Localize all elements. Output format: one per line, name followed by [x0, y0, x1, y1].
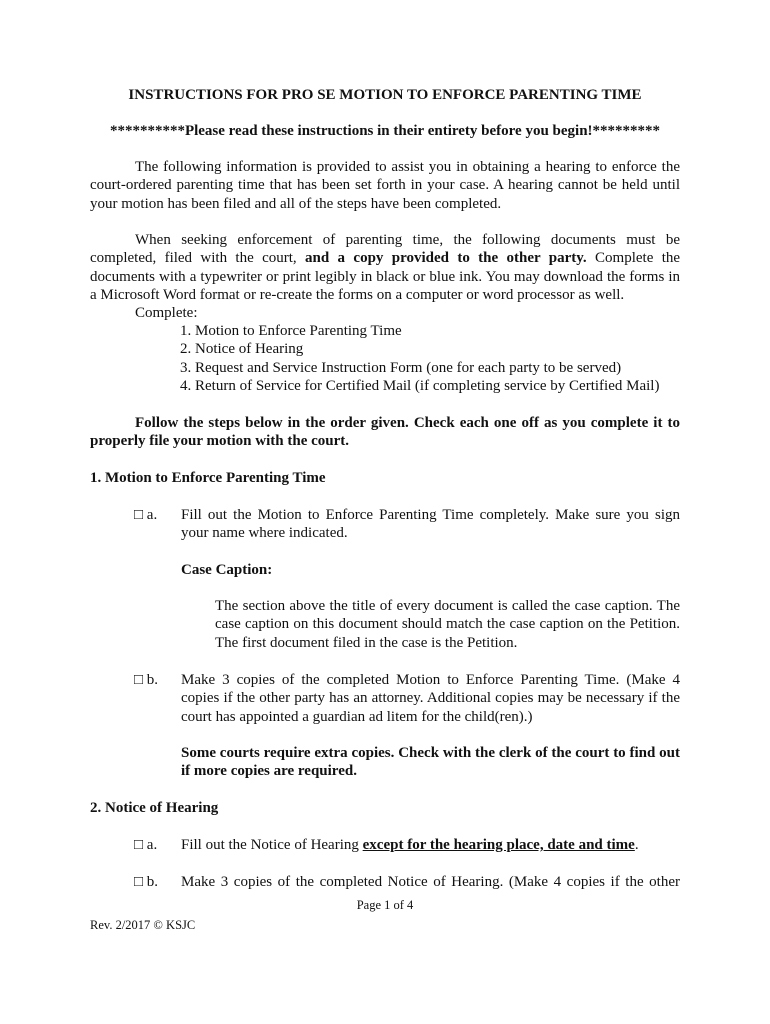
follow-steps-paragraph: Follow the steps below in the order given. Check each one off as you complete it to properly file your motion with the court.: [90, 415, 680, 450]
case-caption-heading: Case Caption:: [181, 562, 273, 578]
item-2b-text: Make 3 copies of the completed Notice of Hearing. (Make 4 copies if the other: [181, 874, 680, 890]
item-1a-text: Fill out the Motion to Enforce Parenting Time completely. Make sure you sign your name where indicated.: [181, 507, 680, 542]
page-number: Page 1 of 4: [356, 898, 414, 912]
list-item: 2. Notice of Hearing: [180, 341, 304, 358]
documents-text-part1: When seeking enforcement of parenting time, the following documents must be completed, filed with the court,: [90, 232, 680, 267]
documents-text-bold: and a copy provided to the other party.: [305, 250, 587, 267]
checkbox-2a[interactable]: □ a.: [134, 837, 158, 853]
extra-copies-note: Some courts require extra copies. Check with the clerk of the court to find out if more copies are required.: [181, 745, 680, 780]
section1-heading: 1. Motion to Enforce Parenting Time: [90, 470, 326, 486]
checkbox-1a[interactable]: □ a.: [134, 507, 158, 523]
case-caption-text: The section above the title of every document is called the case caption. The case caption on this document should match the case caption on the Petition. The first document filed in the case is the Petition.: [215, 598, 680, 651]
list-item: 3. Request and Service Instruction Form (one for each party to be served): [180, 359, 622, 376]
item-2a-emphasis: except for the hearing place, date and time: [362, 837, 635, 853]
item-2a-text: [181, 836, 680, 854]
document-title: INSTRUCTIONS FOR PRO SE MOTION TO ENFORCE PARENTING TIME: [128, 87, 642, 103]
complete-label: Complete:: [135, 305, 198, 321]
documents-list: [180, 322, 659, 396]
documents-text-part2: Complete the documents with a typewriter or print legibly in black or blue ink. You may download the forms in a Microsoft Word format or re-create the forms on a computer or word processor as well.: [90, 250, 681, 304]
list-item: 1. Motion to Enforce Parenting Time: [180, 323, 402, 339]
revision-footer: Rev. 2/2017 © KSJC: [90, 918, 196, 932]
documents-paragraph: [90, 231, 680, 305]
item-2a-text-start: Fill out the Notice of Hearing: [181, 837, 359, 853]
section2-heading: 2. Notice of Hearing: [90, 800, 219, 816]
checkbox-2b[interactable]: □ b.: [134, 874, 159, 890]
intro-paragraph: The following information is provided to assist you in obtaining a hearing to enforce the court-ordered parenting time that has been set forth in your case. A hearing cannot be held until your motion has been filed and all of the steps have been completed.: [90, 159, 680, 212]
item-1b-text: Make 3 copies of the completed Motion to Enforce Parenting Time. (Make 4 copies if the other party has an attorney. Additional copies may be necessary if the court has appointed a guardian ad litem for the child(ren).): [181, 672, 680, 725]
item-2a-end: .: [634, 837, 639, 853]
checkbox-1b[interactable]: □ b.: [134, 672, 159, 688]
read-instructions-notice: **********Please read these instructions in their entirety before you begin!*********: [109, 123, 661, 139]
list-item: 4. Return of Service for Certified Mail (if completing service by Certified Mail): [180, 378, 660, 395]
